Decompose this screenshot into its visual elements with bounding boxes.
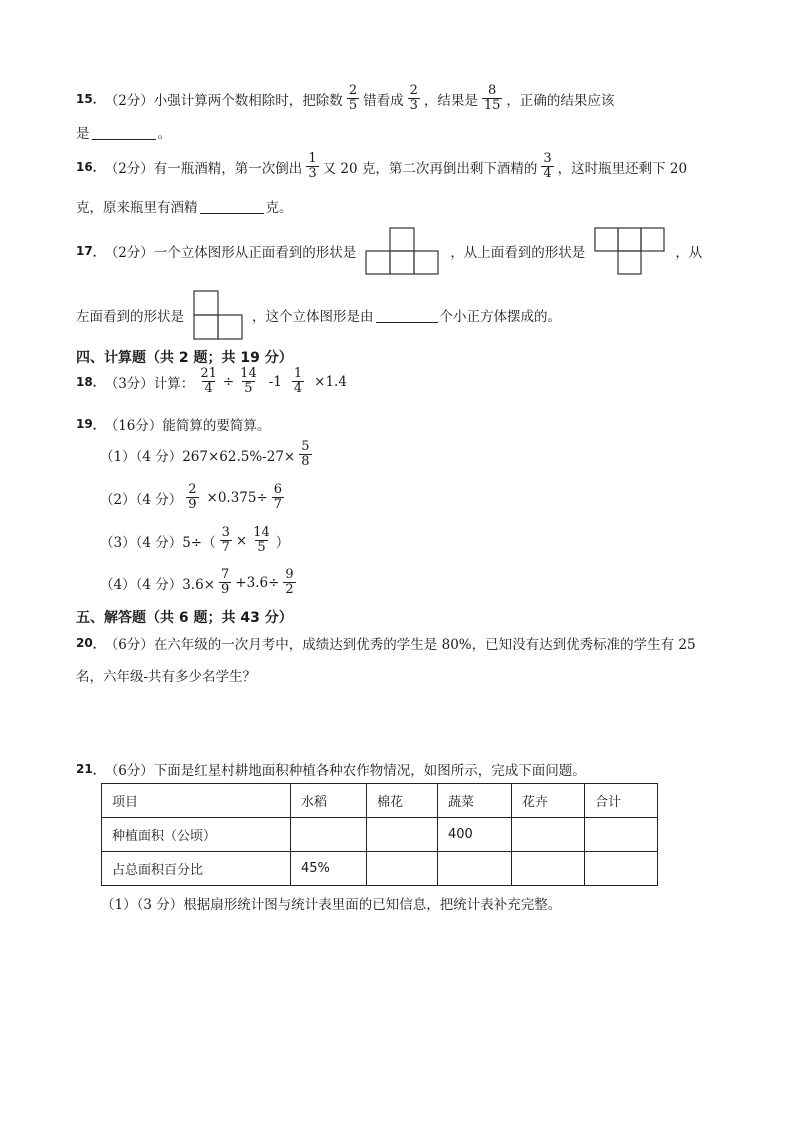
q19-1-fraction: $\frac{5}{8}$ [301,439,310,469]
q19-sub-1: （1）（4 分）267×62.5%-27× $\frac{5}{8}$ [100,439,310,469]
q21-number: 21 [76,762,93,776]
table-cell: 合计 [585,784,658,818]
q19-number: 19 [76,417,93,431]
q17-answer-blank[interactable] [376,308,438,323]
q16-fraction-2: $\frac{3}{4}$ [543,151,552,181]
q16-fraction-1: $\frac{1}{3}$ [308,151,317,181]
q19-3-fraction-2: $\frac{14}{5}$ [253,525,270,555]
q21-line1: 21 ． （6分）下面是红星村耕地面积种植各种农作物情况，如图所示，完成下面问题。 [76,762,586,779]
table-cell: 棉花 [367,784,438,818]
q15-fraction-2: $\frac{2}{3}$ [409,83,418,113]
q15-number: 15 [76,91,93,106]
table-cell[interactable] [585,852,658,886]
table-cell: 种植面积（公顷） [102,818,291,852]
q15-line1: 15 ． （2分）小强计算两个数相除时，把除数 $\frac{2}{5}$ 错看成 $\frac{2}{3}$ ，结果是 $\frac{8}{15}$ ，正确的结果应该 [76,83,615,113]
q17-number: 17 [76,244,93,258]
q19-sub-2: （2）（4 分） $\frac{2}{9}$ ×0.375÷ $\frac{6}{7}$ [100,482,283,512]
table-header-row [102,784,658,818]
table-cell: 45% [291,852,367,886]
q21-sub-1: （1）（3 分）根据扇形统计图与统计表里面的已知信息，把统计表补充完整。 [101,897,562,913]
q19-2-fraction-2: $\frac{6}{7}$ [273,482,283,512]
table-cell[interactable] [585,818,658,852]
top-view-icon [593,226,667,276]
q15-text-d: ，正确的结果应该 [506,92,615,109]
q18-fraction-3: $\frac{1}{4}$ [293,366,303,396]
table-cell: 占总面积百分比 [102,852,291,886]
crop-area-table [101,783,658,886]
table-cell[interactable] [438,852,512,886]
q16-line1: 16 ． （2分）有一瓶酒精，第一次倒出 $\frac{1}{3}$ 又 20 克，第二次再倒出剩下酒精的 $\frac{3}{4}$ ，这时瓶里还剩下 20 [76,151,688,181]
q15-text-a: （2分）小强计算两个数相除时，把除数 [104,92,343,109]
q15-answer-blank[interactable] [92,125,156,140]
q15-fraction-1: $\frac{2}{5}$ [348,83,358,113]
q17-line1: 17 ． （2分）一个立体图形从正面看到的形状是 ，从上面看到的形状是 ，从 [76,226,702,276]
table-row [102,818,658,852]
left-view-icon [192,289,244,341]
q19-4-fraction-1: $\frac{7}{9}$ [221,567,230,597]
q16-line2: 克，原来瓶里有酒精 克。 [76,200,293,216]
table-cell[interactable] [367,852,438,886]
q15-line2: 是 。 [76,126,171,142]
table-cell: 蔬菜 [438,784,512,818]
q16-answer-blank[interactable] [200,199,264,214]
front-view-icon [364,226,442,276]
q18-line: 18 ． （3分）计算： $\frac{21}{4}$ ÷ $\frac{14}{5}$ -1 $\frac{1}{4}$ ×1.4 [76,366,347,396]
q20-number: 20 [76,636,93,650]
q19-4-fraction-2: $\frac{9}{2}$ [285,567,294,597]
q18-fraction-1: $\frac{21}{4}$ [200,366,217,396]
q19-sub-3: （3）（4 分）5÷（ $\frac{3}{7}$ × $\frac{14}{5}$ ） [100,525,290,555]
q15-text-b: 错看成 [363,92,404,109]
q19-line: 19 ． （16分）能简算的要简算。 [76,417,271,434]
q20-line1: 20 ． （6分）在六年级的一次月考中，成绩达到优秀的学生是 80%，已知没有达到优秀标准的学生有 25 [76,636,696,653]
table-cell: 项目 [102,784,291,818]
q15-fraction-3: $\frac{8}{15}$ [483,83,501,113]
table-cell: 水稻 [291,784,367,818]
q17-line2: 左面看到的形状是 ，这个立体图形是由 个小正方体摆成的。 [76,289,561,341]
q16-number: 16 [76,159,93,174]
section-5-heading: 五、解答题（共 6 题；共 43 分） [76,610,293,626]
q19-3-fraction-1: $\frac{3}{7}$ [221,525,230,555]
q18-fraction-2: $\frac{14}{5}$ [240,366,257,396]
table-cell[interactable] [291,818,367,852]
q15-text-c: ，结果是 [423,92,478,109]
table-row [102,852,658,886]
table-cell: 400 [438,818,512,852]
section-4-heading: 四、计算题（共 2 题；共 19 分） [76,350,293,366]
q20-line2: 名，六年级-共有多少名学生？ [76,669,257,685]
table-cell[interactable] [367,818,438,852]
q18-number: 18 [76,374,93,389]
q19-sub-4: （4）（4 分）3.6× $\frac{7}{9}$ +3.6÷ $\frac{9}{2}$ [100,567,294,597]
table-cell[interactable] [512,818,585,852]
table-cell[interactable] [512,852,585,886]
table-cell: 花卉 [512,784,585,818]
q19-2-fraction-1: $\frac{2}{9}$ [188,482,197,512]
